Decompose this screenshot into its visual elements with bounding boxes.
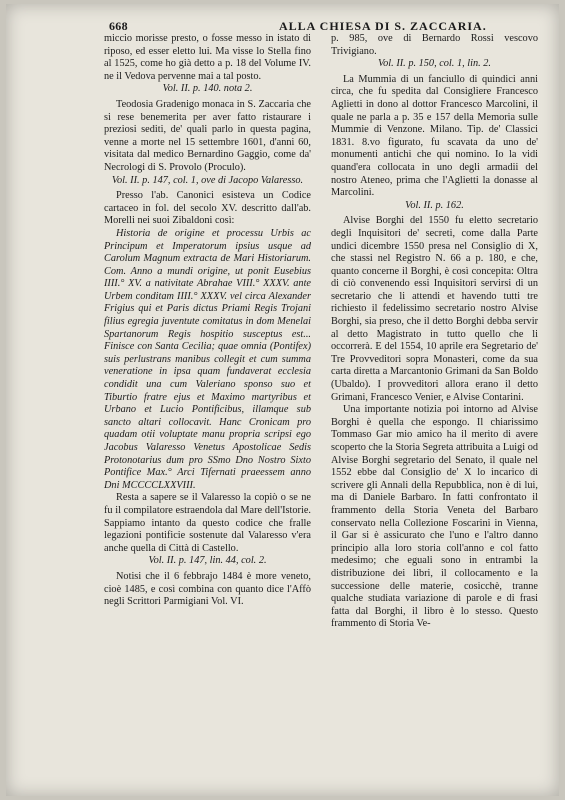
paragraph: Una importante notizia poi intorno ad Alvise Borghi è quella che espongo. Il chiarissimo Tommaso Gar mio amico ha il merito di avere scoperto che la Storia Segreta attribuita a Luigi od Alvise Borghi segretario del Senato, il quale nel 1552 ebbe dal Consiglio de' X lo incarico di scrivere gli Annali della Repubblica, non è di lui, ma di Daniele Barbaro. In fatti confrontato il frammento della Storia Veneta del Barbaro conservato nella Collezione Foscarini in Vienna, il Gar si è assicurato che l'uno e l'altro danno principio alla loro storia coll'anno e col fatto medesimo; che eguali sono in entrambi la distribuzione dei libri, il collocamento e la successione delle materie, cosicchè, tranne qualche studiata variazione di parole e di frasi fatta dal Borghi, il libro è lo stesso. Questo frammento di Storia Ve- bbox=[331, 404, 539, 630]
paragraph: p. 985, ove di Bernardo Rossi vescovo Trivigiano. bbox=[331, 33, 538, 57]
paragraph: Resta a sapere se il Valaresso la copiò o se ne fu il compilatore estraendola dal Mare dell'Istorie. Sappiamo intanto da questo codice che fralle legazioni pontificie sostenute dal Valaresso v'era anche quella di Città di Castello. bbox=[104, 492, 311, 554]
reference-heading: Vol. II. p. 140. nota 2. bbox=[162, 83, 253, 95]
paragraph: La Mummia di un fanciullo di quindici anni circa, che fu spedita dal Consigliere Francesco Aglietti in dono al dottor Francesco Marcolini, il quale ne parla a p. 35 e 157 della Memoria sulle Mummie di Venzone. Milano. Tip. de' Classici 1831. 8.vo figurato, fu scavata da uno de' monumenti antichi che qui nomino. Io la vidi quand'era collocata in uno degli armadii del nostro Ateneo, prima che l'Aglietti la donasse al Marcolini. bbox=[331, 73, 538, 199]
paragraph: Notisi che il 6 febbrajo 1484 è more veneto, cioè 1485, e così combina con quanto dice l'Affò negli Scrittori Parmigiani Vol. VI. bbox=[104, 570, 311, 608]
running-title: ALLA CHIESA DI S. ZACCARIA. bbox=[279, 19, 487, 33]
paragraph: Presso l'ab. Canonici esisteva un Codice cartaceo in fol. del secolo XV. descritto dall'ab. Morelli nei suoi Zibaldoni così: bbox=[104, 190, 311, 227]
right-column bbox=[331, 33, 538, 631]
paragraph: miccio morisse presto, o fosse messo in istato di riposo, ed esser eletto lui. Ma visse lo Stella fino al 1525, come ho già detto a p. 18 del Volume IV. ne il Vedova pervenne mai a tal posto. bbox=[104, 33, 311, 82]
reference-heading: Vol. II. p. 150, col. 1, lin. 2. bbox=[378, 58, 491, 70]
reference-heading: Vol. II. p. 147, col. 1, ove di Jacopo Valaresso. bbox=[111, 174, 304, 186]
left-column bbox=[104, 33, 311, 609]
page-number: 668 bbox=[109, 19, 128, 33]
latin-quotation: Historia de origine et processu Urbis ac Principum et Imperatorum ipsius usque ad Carolum Magnum extracta de Mari Historiarum. Com. Anno a mundi origine, ut ponit Eusebius IIII.° XV. a nativitate Abrahae VIII.° XXXV. ante Urbem conditam IIII.° XXXV. vel circa Alexander Frigius qui et Paris dictus Priami Regis Trojani filius egregia juventute comitatus in dom Menelai Spartanorum Regis hospitio susceptus est... Finisce con Santa Cecilia; quae omnia (Pontifex) suis perlustrans manibus collegit et cum summa veneratione in ipsa quam fundaverat ecclesia condidit una cum Valeriano sponso suo et Tiburtio fratre ejus et Maximo martyribus et Urbano et Lucio Pontificibus, illamque sub sancto altari collocavit. Hanc Cronicam pro quadam otii voluptate manu propria scripsi ego Jacobus Valaresso Venetus Apostolicae Sedis Protonotarius dum pro SSmo Dno Nostro Sixto Pontifice Max.° Arci Tifernati praeessem anno Dni MCCCCLXXVIII. bbox=[104, 227, 311, 491]
book-page bbox=[6, 4, 559, 796]
reference-heading: Vol. II. p. 162. bbox=[405, 199, 464, 211]
paragraph: Teodosia Gradenigo monaca in S. Zaccaria che si rese benemerita per aver fatto ristaurare i preziosi sediti, de' quali parlo in questa pagina, venne a morte nel 15 settembre 1601, d'anni 60, visitata dal medico Bernardino Gaggio, come da' Necrologi di S. Provolo (Proculo). bbox=[104, 98, 311, 173]
reference-heading: Vol. II. p. 147, lin. 44, col. 2. bbox=[148, 555, 267, 567]
paragraph: Alvise Borghi del 1550 fu eletto secretario degli Inquisitori de' secreti, come dalla Parte undici dicembre 1550 presa nel Consiglio di X, che stassi nel Registro N. 66 a p. 180, e che, quanto concerne il Borghi, è così concepita: Oltra di ciò convenendo essi Inquisitori servirsi di un secretario che li attendi et havendo tutti tre richiesto il fedelissimo secretario nostro Alvise Borghi, sia preso, che il detto Borghi debba servir al detto Magistrato in tutto quello che li occorrerà. E del 1554, 10 aprile era Segretario de' Tre Provveditori sopra Monasteri, come da sua carta diretta a Marcantonio Grimani da San Boldo (Ubaldo). I provveditori allora erano il detto Grimani, Francesco Venier, e Alvise Contarini. bbox=[331, 215, 538, 403]
